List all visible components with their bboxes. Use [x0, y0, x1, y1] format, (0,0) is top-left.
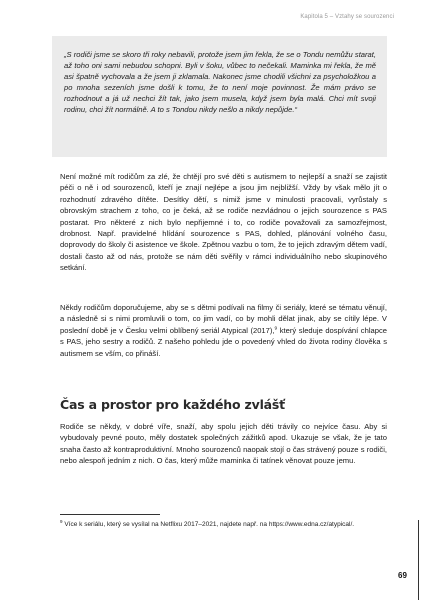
body-paragraph-2 — [60, 302, 387, 359]
footnote-number: 9 — [60, 518, 63, 524]
paragraph-text: který sleduje dospívání chlapce s PAS, jeho sestry a rodičů. Z našeho pohledu jde o povedený vhled do života rodiny člověka s autismem se vším, co přináší. — [60, 325, 387, 358]
footnote-reference[interactable]: 9 — [274, 326, 278, 332]
footnote — [60, 520, 387, 530]
footnote-text: Více k seriálu, který se vysílal na Netflixu 2017–2021, najdete např. na https://www.edna.cz/atypical/. — [64, 521, 355, 528]
quote-text: „S rodiči jsme se skoro tři roky nebavili, protože jsem jim řekla, že se o Tondu nemůžu starat, až toho oni sami nebudou schopni. Byli v šoku, vůbec to nečekali. Maminka mi řekla, že mě asi špatně vychovala a že jsem ji zklamala. Nakonec jsme chodili všichni za psycholožkou a po mnoha sezeních jsme došli k tomu, že to není moje povinnost. Že mám právo se rozhodnout a já už nechci žít tak, jako jsem musela, když jsem byla malá. Chci mít svoji rodinu, chci žít normálně. A to s Tondou nikdy nešlo a nikdy nepůjde.“ — [64, 50, 376, 114]
paragraph-text: Někdy rodičům doporučujeme, aby se s dětmi podívali na filmy či seriály, které se tématu věnují, a následně si s nimi promluvili o tom, co jim vadí, co by mohli dělat jinak, aby se cítily lépe. V poslední době je v Česku velmi oblíbený seriál Atypical (2017), — [60, 303, 387, 335]
page-edge-rule — [418, 520, 419, 600]
body-paragraph-1: Není možné mít rodičům za zlé, že chtějí pro své děti s autismem to nejlepší a snaží se zajistit péči o ně i od sourozenců, kteří je znají nejlépe a jsou jim nejbližší. Vždy by však mělo jít o rozhodnutí zdravého dítěte. Desítky dětí, s nimiž jsme v minulosti pracovali, vyrůstaly s obrovským strachem z toho, co je čeká, až se rodiče nezvládnou o jejich sourozence s PAS postarat. Pro některé z nich bylo nepřijemné i to, co rodiče považovali za samozřejmost, drobnost. Např. pravidelné hlídání sourozence s PAS, dohled, plánování volného času, doprovody do školy či asistence ve škole. Zpětnou vazbu o tom, že to jejich zdravým dětem vadí, dostali často až od nás, protože se nám děti svěřily v rámci individuálního nebo skupinového setkání. — [60, 172, 387, 273]
running-header: Kapitola 5 – Vztahy se sourozenci — [300, 14, 394, 20]
page-number: 69 — [398, 571, 407, 580]
body-paragraph-3: Rodiče se někdy, v dobré víře, snaží, aby spolu jejich děti trávily co nejvíce času. Aby si vybudovaly pevné pouto, měly dostatek společných zážitků apod. Ukazuje se však, že je tato snaha často až kontraproduktivní. Mnoho sourozenců naopak stojí o čas strávený pouze s rodiči, nebo alespoň jedním z nich. O čas, který může maminka či tatínek věnovat pouze jemu. — [60, 422, 387, 466]
quote-box — [52, 36, 387, 157]
section-heading: Čas a prostor pro každého zvlášť — [60, 397, 285, 412]
footnote-divider — [60, 514, 160, 515]
